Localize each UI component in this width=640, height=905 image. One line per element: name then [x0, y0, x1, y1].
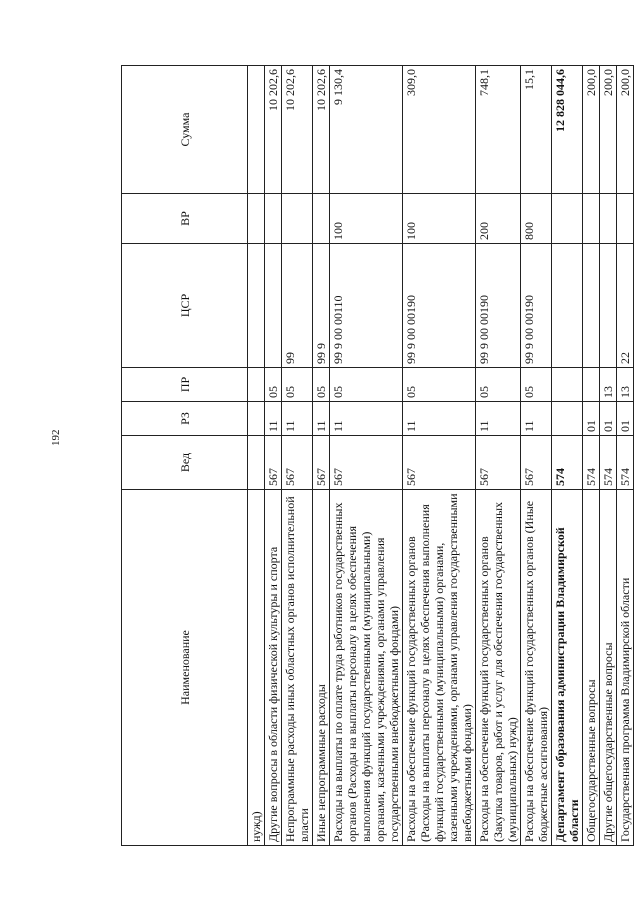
cell-vr [583, 194, 600, 244]
cell-vr [282, 194, 313, 244]
cell-rz: 11 [282, 402, 313, 436]
cell-csr: 99 9 00 00190 [476, 244, 521, 368]
cell-pr: 13 [600, 368, 617, 402]
cell-rz: 01 [600, 402, 617, 436]
cell-sum: 12 828 044,6 [552, 66, 583, 194]
table-row [600, 66, 617, 846]
table-row [282, 66, 313, 846]
cell-csr [265, 244, 282, 368]
cell-pr: 05 [313, 368, 330, 402]
rotated-table-container [121, 66, 632, 846]
cell-ved [248, 436, 265, 490]
cell-sum: 748,1 [476, 66, 521, 194]
cell-csr [600, 244, 617, 368]
cell-sum: 9 130,4 [330, 66, 403, 194]
cell-csr: 99 9 00 00190 [403, 244, 476, 368]
col-header-pr: ПР [122, 368, 248, 402]
cell-csr: 99 9 [313, 244, 330, 368]
cell-ved: 567 [282, 436, 313, 490]
cell-ved: 567 [476, 436, 521, 490]
cell-pr [583, 368, 600, 402]
cell-vr: 200 [476, 194, 521, 244]
cell-ved: 574 [583, 436, 600, 490]
cell-csr: 99 9 00 00110 [330, 244, 403, 368]
cell-ved: 574 [600, 436, 617, 490]
cell-rz: 11 [313, 402, 330, 436]
table-row [265, 66, 282, 846]
cell-name: Расходы на обеспечение функций государственных органов (Иные бюджетные ассигнования) [521, 490, 552, 846]
table-row [403, 66, 476, 846]
cell-vr [265, 194, 282, 244]
table-row [583, 66, 600, 846]
cell-ved: 567 [313, 436, 330, 490]
table-row [617, 66, 634, 846]
table-row [476, 66, 521, 846]
cell-vr [617, 194, 634, 244]
cell-rz [248, 402, 265, 436]
cell-pr: 05 [521, 368, 552, 402]
header-row [122, 66, 248, 846]
cell-csr [583, 244, 600, 368]
table-row [330, 66, 403, 846]
col-header-vr: ВР [122, 194, 248, 244]
cell-pr: 05 [282, 368, 313, 402]
cell-name: Расходы на выплаты по оплате труда работников государственных органов (Расходы на выплаты персоналу в целях обеспечения выполнения функций государственными (муниципальными) органами, казенными учреждениями, органами управления государственными внебюджетными фондами) [330, 490, 403, 846]
cell-sum: 200,0 [617, 66, 634, 194]
cell-vr: 100 [403, 194, 476, 244]
budget-table [121, 65, 634, 846]
cell-rz: 11 [521, 402, 552, 436]
cell-pr [552, 368, 583, 402]
cell-name: Департамент образования администрации Владимирской области [552, 490, 583, 846]
cell-csr: 99 [282, 244, 313, 368]
cell-rz: 11 [330, 402, 403, 436]
cell-name: Иные непрограммные расходы [313, 490, 330, 846]
cell-name: Расходы на обеспечение функций государственных органов (Расходы на выплаты персоналу в целях обеспечения выполнения функций государственными (муниципальными) органами, казенными учреждениями, органами управления государственными внебюджетными фондами) [403, 490, 476, 846]
cell-vr [552, 194, 583, 244]
cell-name: Непрограммные расходы иных областных органов исполнительной власти [282, 490, 313, 846]
cell-vr: 100 [330, 194, 403, 244]
cell-rz: 01 [583, 402, 600, 436]
cell-ved: 567 [265, 436, 282, 490]
cell-csr [248, 244, 265, 368]
cell-name: Общегосударственные вопросы [583, 490, 600, 846]
cell-sum: 10 202,6 [282, 66, 313, 194]
cell-pr: 05 [403, 368, 476, 402]
cell-csr: 99 9 00 00190 [521, 244, 552, 368]
cell-rz [552, 402, 583, 436]
cell-sum [248, 66, 265, 194]
cell-ved: 567 [521, 436, 552, 490]
page-number: 192 [50, 429, 62, 446]
cell-sum: 200,0 [583, 66, 600, 194]
cell-rz: 01 [617, 402, 634, 436]
cell-sum: 10 202,6 [265, 66, 282, 194]
cell-rz: 11 [265, 402, 282, 436]
cell-pr: 05 [265, 368, 282, 402]
cell-pr: 05 [476, 368, 521, 402]
cell-sum: 15,1 [521, 66, 552, 194]
cell-csr: 22 [617, 244, 634, 368]
col-header-rz: РЗ [122, 402, 248, 436]
col-header-sum: Сумма [122, 66, 248, 194]
cell-vr [313, 194, 330, 244]
cell-vr [600, 194, 617, 244]
col-header-ved: Вед [122, 436, 248, 490]
cell-ved: 574 [552, 436, 583, 490]
cell-ved: 567 [403, 436, 476, 490]
cell-name: Другие вопросы в области физической культуры и спорта [265, 490, 282, 846]
table-row [521, 66, 552, 846]
col-header-csr: ЦСР [122, 244, 248, 368]
cell-sum: 200,0 [600, 66, 617, 194]
table-row [248, 66, 265, 846]
cell-sum: 309,0 [403, 66, 476, 194]
cell-ved: 574 [617, 436, 634, 490]
cell-rz: 11 [476, 402, 521, 436]
cell-vr [248, 194, 265, 244]
cell-rz: 11 [403, 402, 476, 436]
cell-csr [552, 244, 583, 368]
cell-name: нужд) [248, 490, 265, 846]
cell-name: Государственная программа Владимирской области [617, 490, 634, 846]
cell-name: Расходы на обеспечение функций государственных органов (Закупка товаров, работ и услуг для обеспечения государственных (муниципальных) нужд) [476, 490, 521, 846]
table-row [552, 66, 583, 846]
cell-ved: 567 [330, 436, 403, 490]
col-header-name: Наименование [122, 490, 248, 846]
cell-name: Другие общегосударственные вопросы [600, 490, 617, 846]
cell-vr: 800 [521, 194, 552, 244]
cell-pr: 05 [330, 368, 403, 402]
cell-pr [248, 368, 265, 402]
cell-pr: 13 [617, 368, 634, 402]
cell-sum: 10 202,6 [313, 66, 330, 194]
table-row [313, 66, 330, 846]
